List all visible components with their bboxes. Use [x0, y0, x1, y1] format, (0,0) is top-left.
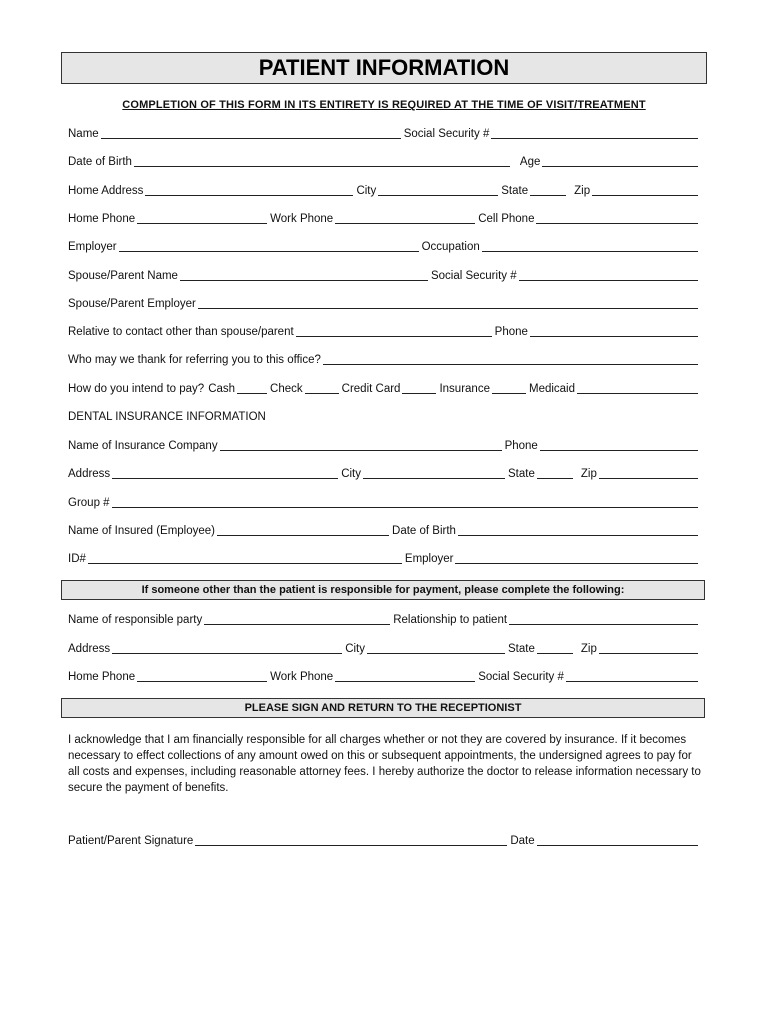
- dob-label: Date of Birth: [68, 156, 132, 168]
- age-field[interactable]: [542, 156, 698, 167]
- insurance-phone-label: Phone: [504, 440, 538, 452]
- responsible-name-label: Name of responsible party: [68, 614, 203, 626]
- pay-insurance-label: Insurance: [439, 383, 490, 395]
- responsible-phones-row: [68, 670, 698, 684]
- responsible-city-label: City: [345, 643, 365, 655]
- insured-dob-label: Date of Birth: [392, 525, 456, 537]
- occupation-field[interactable]: [482, 241, 698, 252]
- relative-label: Relative to contact other than spouse/parent: [68, 326, 294, 338]
- insurance-state-label: State: [508, 468, 535, 480]
- city-field[interactable]: [378, 185, 498, 196]
- cell-phone-field[interactable]: [536, 213, 698, 224]
- insurance-city-label: City: [341, 468, 361, 480]
- insurance-company-field[interactable]: [220, 440, 502, 451]
- responsible-ssn-field[interactable]: [566, 671, 698, 682]
- relative-field[interactable]: [296, 326, 492, 337]
- spouse-name-label: Spouse/Parent Name: [68, 270, 178, 282]
- zip-field[interactable]: [592, 185, 698, 196]
- insurance-address-label: Address: [68, 468, 111, 480]
- signature-label: Patient/Parent Signature: [68, 835, 194, 847]
- insurance-company-label: Name of Insurance Company: [68, 440, 218, 452]
- home-address-label: Home Address: [68, 185, 144, 197]
- referral-row: [68, 353, 698, 367]
- pay-check-field[interactable]: [305, 383, 339, 394]
- state-label: State: [501, 185, 529, 197]
- responsible-home-phone-field[interactable]: [137, 671, 267, 682]
- zip-label: Zip: [574, 185, 591, 197]
- responsible-work-phone-field[interactable]: [335, 671, 475, 682]
- insurance-address-row: [68, 467, 698, 481]
- form-title: PATIENT INFORMATION: [258, 55, 510, 80]
- occupation-label: Occupation: [421, 241, 480, 253]
- spouse-name-row: [68, 269, 698, 283]
- ssn-field[interactable]: [491, 128, 698, 139]
- responsible-name-field[interactable]: [204, 614, 390, 625]
- responsible-city-field[interactable]: [367, 643, 505, 654]
- payment-row: [68, 382, 698, 396]
- pay-check-label: Check: [270, 383, 303, 395]
- insured-row: [68, 524, 698, 538]
- referral-label: Who may we thank for referring you to this office?: [68, 354, 321, 366]
- dob-field[interactable]: [134, 156, 510, 167]
- employer-row: [68, 240, 698, 254]
- spouse-employer-label: Spouse/Parent Employer: [68, 298, 196, 310]
- responsible-banner: If someone other than the patient is responsible for payment, please complete the following:: [61, 580, 705, 600]
- insurance-address-field[interactable]: [112, 468, 338, 479]
- city-label: City: [356, 185, 377, 197]
- cell-phone-label: Cell Phone: [478, 213, 535, 225]
- age-label: Age: [519, 156, 541, 168]
- insured-name-field[interactable]: [217, 525, 389, 536]
- home-phone-label: Home Phone: [68, 213, 136, 225]
- spouse-employer-field[interactable]: [198, 298, 698, 309]
- responsible-work-phone-label: Work Phone: [270, 671, 334, 683]
- id-row: [68, 552, 698, 566]
- phones-row: [68, 212, 698, 226]
- insurance-phone-field[interactable]: [540, 440, 698, 451]
- payment-question: How do you intend to pay?: [68, 383, 205, 395]
- home-address-field[interactable]: [145, 185, 353, 196]
- insurance-employer-label: Employer: [404, 553, 454, 565]
- pay-insurance-field[interactable]: [492, 383, 526, 394]
- pay-credit-label: Credit Card: [341, 383, 401, 395]
- form-title-box: [61, 52, 707, 84]
- responsible-zip-label: Zip: [580, 643, 597, 655]
- signature-row: [68, 834, 698, 848]
- responsible-address-label: Address: [68, 643, 111, 655]
- pay-medicaid-label: Medicaid: [528, 383, 576, 395]
- insured-dob-field[interactable]: [458, 525, 698, 536]
- spouse-ssn-field[interactable]: [519, 270, 698, 281]
- ssn-label: Social Security #: [403, 128, 490, 140]
- name-field[interactable]: [101, 128, 401, 139]
- insurance-city-field[interactable]: [363, 468, 505, 479]
- group-label: Group #: [68, 497, 110, 509]
- insurance-zip-field[interactable]: [599, 468, 698, 479]
- state-field[interactable]: [530, 185, 566, 196]
- relative-row: [68, 325, 698, 339]
- signature-field[interactable]: [195, 835, 507, 846]
- relationship-field[interactable]: [509, 614, 698, 625]
- insurance-employer-field[interactable]: [455, 553, 698, 564]
- relative-phone-field[interactable]: [530, 326, 698, 337]
- id-field[interactable]: [88, 553, 402, 564]
- home-phone-field[interactable]: [137, 213, 267, 224]
- home-address-row: [68, 184, 698, 198]
- id-label: ID#: [68, 553, 86, 565]
- employer-field[interactable]: [119, 241, 419, 252]
- responsible-address-field[interactable]: [112, 643, 342, 654]
- insurance-company-row: [68, 439, 698, 453]
- pay-cash-label: Cash: [208, 383, 236, 395]
- relative-phone-label: Phone: [494, 326, 528, 338]
- pay-credit-field[interactable]: [402, 383, 436, 394]
- responsible-home-phone-label: Home Phone: [68, 671, 136, 683]
- insured-name-label: Name of Insured (Employee): [68, 525, 216, 537]
- responsible-state-field[interactable]: [537, 643, 573, 654]
- spouse-name-field[interactable]: [180, 270, 428, 281]
- signature-date-label: Date: [510, 835, 535, 847]
- acknowledgement-text: I acknowledge that I am financially responsible for all charges whether or not they are covered by insurance. If it becomes necessary to effect collections of any amount owed on this or subsequent appointments, the undersigned agrees to pay for all costs and expenses, including reasonable attorney fees. I hereby authorize the doctor to release information necessary to secure the payment of benefits.: [68, 734, 701, 794]
- sign-banner: PLEASE SIGN AND RETURN TO THE RECEPTIONIST: [61, 698, 705, 718]
- insurance-heading: DENTAL INSURANCE INFORMATION: [68, 411, 266, 423]
- responsible-ssn-label: Social Security #: [478, 671, 564, 683]
- group-field[interactable]: [112, 497, 698, 508]
- name-label: Name: [68, 128, 99, 140]
- responsible-address-row: [68, 642, 698, 656]
- form-subtitle: COMPLETION OF THIS FORM IN ITS ENTIRETY IS REQUIRED AT THE TIME OF VISIT/TREATMENT: [122, 99, 646, 111]
- group-row: [68, 496, 698, 510]
- responsible-state-label: State: [508, 643, 535, 655]
- employer-label: Employer: [68, 241, 117, 253]
- spouse-ssn-label: Social Security #: [430, 270, 517, 282]
- work-phone-label: Work Phone: [270, 213, 334, 225]
- signature-date-field[interactable]: [537, 835, 698, 846]
- referral-field[interactable]: [323, 354, 698, 365]
- pay-cash-field[interactable]: [237, 383, 267, 394]
- dob-row: [68, 155, 698, 169]
- insurance-state-field[interactable]: [537, 468, 573, 479]
- responsible-name-row: [68, 613, 698, 627]
- pay-medicaid-field[interactable]: [577, 383, 698, 394]
- insurance-zip-label: Zip: [580, 468, 597, 480]
- work-phone-field[interactable]: [335, 213, 475, 224]
- spouse-employer-row: [68, 297, 698, 311]
- name-row: [68, 127, 698, 141]
- responsible-zip-field[interactable]: [599, 643, 698, 654]
- relationship-label: Relationship to patient: [393, 614, 508, 626]
